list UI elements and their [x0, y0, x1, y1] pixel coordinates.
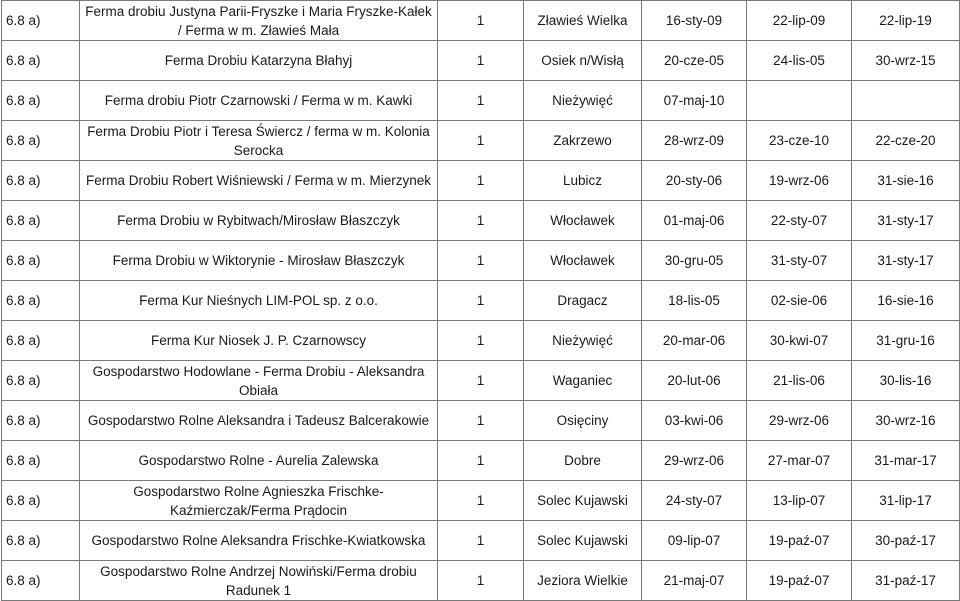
cell-name[interactable]: Ferma Drobiu Katarzyna Błahyj: [80, 41, 438, 81]
cell-date1[interactable]: 16-sty-09: [642, 1, 747, 41]
cell-place[interactable]: Nieżywięć: [524, 81, 642, 121]
cell-section[interactable]: 6.8 a): [2, 441, 80, 481]
cell-date2[interactable]: 22-lip-09: [747, 1, 852, 41]
cell-date2[interactable]: 19-paź-07: [747, 521, 852, 561]
cell-section[interactable]: 6.8 a): [2, 1, 80, 41]
cell-date3[interactable]: 30-wrz-15: [852, 41, 960, 81]
table-row: [2, 201, 960, 241]
table-row: [2, 161, 960, 201]
cell-section[interactable]: 6.8 a): [2, 321, 80, 361]
cell-count[interactable]: 1: [438, 521, 524, 561]
cell-count[interactable]: 1: [438, 481, 524, 521]
cell-place[interactable]: Dobre: [524, 441, 642, 481]
cell-section[interactable]: 6.8 a): [2, 281, 80, 321]
cell-date2[interactable]: 24-lis-05: [747, 41, 852, 81]
cell-name[interactable]: Ferma Drobiu Piotr i Teresa Świercz / ferma w m. Kolonia Serocka: [80, 121, 438, 161]
cell-date1[interactable]: 21-maj-07: [642, 561, 747, 601]
cell-section[interactable]: 6.8 a): [2, 41, 80, 81]
cell-date3[interactable]: [852, 81, 960, 121]
cell-count[interactable]: 1: [438, 281, 524, 321]
cell-count[interactable]: 1: [438, 1, 524, 41]
cell-date2[interactable]: 19-wrz-06: [747, 161, 852, 201]
cell-date2[interactable]: 02-sie-06: [747, 281, 852, 321]
cell-name[interactable]: Ferma Kur Niosek J. P. Czarnowscy: [80, 321, 438, 361]
cell-place[interactable]: Waganiec: [524, 361, 642, 401]
table-row: [2, 401, 960, 441]
table-row: [2, 481, 960, 521]
table-row: [2, 41, 960, 81]
cell-count[interactable]: 1: [438, 121, 524, 161]
cell-place[interactable]: Nieżywięć: [524, 321, 642, 361]
table-row: [2, 441, 960, 481]
cell-date2[interactable]: 13-lip-07: [747, 481, 852, 521]
cell-place[interactable]: Jeziora Wielkie: [524, 561, 642, 601]
cell-date1[interactable]: 07-maj-10: [642, 81, 747, 121]
cell-count[interactable]: 1: [438, 401, 524, 441]
cell-place[interactable]: Solec Kujawski: [524, 521, 642, 561]
cell-date2[interactable]: 29-wrz-06: [747, 401, 852, 441]
cell-name[interactable]: Gospodarstwo Rolne - Aurelia Zalewska: [80, 441, 438, 481]
cell-section[interactable]: 6.8 a): [2, 121, 80, 161]
table-row: [2, 361, 960, 401]
cell-section[interactable]: 6.8 a): [2, 561, 80, 601]
cell-date1[interactable]: 18-lis-05: [642, 281, 747, 321]
cell-date1[interactable]: 20-mar-06: [642, 321, 747, 361]
cell-place[interactable]: Solec Kujawski: [524, 481, 642, 521]
cell-date3[interactable]: 22-lip-19: [852, 1, 960, 41]
cell-name[interactable]: Gospodarstwo Rolne Andrzej Nowiński/Ferma drobiu Radunek 1: [80, 561, 438, 601]
cell-name[interactable]: Gospodarstwo Rolne Aleksandra Frischke-Kwiatkowska: [80, 521, 438, 561]
cell-place[interactable]: Włocławek: [524, 241, 642, 281]
table-row: [2, 281, 960, 321]
cell-date3[interactable]: 30-wrz-16: [852, 401, 960, 441]
table-row: [2, 321, 960, 361]
cell-name[interactable]: Ferma Drobiu w Wiktorynie - Mirosław Błaszczyk: [80, 241, 438, 281]
cell-date3[interactable]: 31-mar-17: [852, 441, 960, 481]
cell-count[interactable]: 1: [438, 321, 524, 361]
cell-date1[interactable]: 28-wrz-09: [642, 121, 747, 161]
cell-count[interactable]: 1: [438, 41, 524, 81]
cell-section[interactable]: 6.8 a): [2, 521, 80, 561]
cell-date3[interactable]: 30-paź-17: [852, 521, 960, 561]
cell-count[interactable]: 1: [438, 161, 524, 201]
cell-name[interactable]: Ferma drobiu Piotr Czarnowski / Ferma w m. Kawki: [80, 81, 438, 121]
cell-date2[interactable]: [747, 81, 852, 121]
cell-date1[interactable]: 30-gru-05: [642, 241, 747, 281]
cell-date2[interactable]: 27-mar-07: [747, 441, 852, 481]
cell-name[interactable]: Gospodarstwo Hodowlane - Ferma Drobiu - Aleksandra Obiała: [80, 361, 438, 401]
cell-date1[interactable]: 03-kwi-06: [642, 401, 747, 441]
cell-date1[interactable]: 20-cze-05: [642, 41, 747, 81]
cell-count[interactable]: 1: [438, 81, 524, 121]
cell-date3[interactable]: 31-gru-16: [852, 321, 960, 361]
cell-date3[interactable]: 31-paź-17: [852, 561, 960, 601]
cell-count[interactable]: 1: [438, 241, 524, 281]
cell-place[interactable]: Lubicz: [524, 161, 642, 201]
cell-date3[interactable]: 31-sty-17: [852, 201, 960, 241]
cell-date2[interactable]: 19-paź-07: [747, 561, 852, 601]
cell-date2[interactable]: 22-sty-07: [747, 201, 852, 241]
cell-date2[interactable]: 23-cze-10: [747, 121, 852, 161]
cell-count[interactable]: 1: [438, 201, 524, 241]
cell-section[interactable]: 6.8 a): [2, 481, 80, 521]
cell-date1[interactable]: 01-maj-06: [642, 201, 747, 241]
cell-date2[interactable]: 21-lis-06: [747, 361, 852, 401]
cell-date3[interactable]: 31-lip-17: [852, 481, 960, 521]
cell-name[interactable]: Ferma Drobiu w Rybitwach/Mirosław Błaszczyk: [80, 201, 438, 241]
cell-count[interactable]: 1: [438, 561, 524, 601]
cell-name[interactable]: Ferma drobiu Justyna Parii-Fryszke i Maria Fryszke-Kałek / Ferma w m. Zławieś Mała: [80, 1, 438, 41]
table-row: [2, 561, 960, 601]
cell-place[interactable]: Włocławek: [524, 201, 642, 241]
cell-count[interactable]: 1: [438, 361, 524, 401]
cell-date1[interactable]: 29-wrz-06: [642, 441, 747, 481]
cell-section[interactable]: 6.8 a): [2, 161, 80, 201]
table-body: [2, 1, 960, 601]
cell-section[interactable]: 6.8 a): [2, 361, 80, 401]
cell-date3[interactable]: 31-sty-17: [852, 241, 960, 281]
cell-name[interactable]: Ferma Drobiu Robert Wiśniewski / Ferma w m. Mierzynek: [80, 161, 438, 201]
cell-section[interactable]: 6.8 a): [2, 81, 80, 121]
cell-name[interactable]: Ferma Kur Nieśnych LIM-POL sp. z o.o.: [80, 281, 438, 321]
table-row: [2, 1, 960, 41]
cell-place[interactable]: Zakrzewo: [524, 121, 642, 161]
table-row: [2, 241, 960, 281]
cell-section[interactable]: 6.8 a): [2, 241, 80, 281]
cell-date3[interactable]: 30-lis-16: [852, 361, 960, 401]
table-row: [2, 121, 960, 161]
cell-place[interactable]: Osiek n/Wisłą: [524, 41, 642, 81]
cell-section[interactable]: 6.8 a): [2, 201, 80, 241]
cell-place[interactable]: Dragacz: [524, 281, 642, 321]
cell-date3[interactable]: 22-cze-20: [852, 121, 960, 161]
cell-date1[interactable]: 20-sty-06: [642, 161, 747, 201]
table-row: [2, 521, 960, 561]
cell-date3[interactable]: 31-sie-16: [852, 161, 960, 201]
cell-count[interactable]: 1: [438, 441, 524, 481]
table-row: [2, 81, 960, 121]
cell-place[interactable]: Zławieś Wielka: [524, 1, 642, 41]
cell-name[interactable]: Gospodarstwo Rolne Agnieszka Frischke-Kaźmierczak/Ferma Prądocin: [80, 481, 438, 521]
cell-date1[interactable]: 20-lut-06: [642, 361, 747, 401]
cell-place[interactable]: Osięciny: [524, 401, 642, 441]
cell-section[interactable]: 6.8 a): [2, 401, 80, 441]
cell-date1[interactable]: 24-sty-07: [642, 481, 747, 521]
cell-name[interactable]: Gospodarstwo Rolne Aleksandra i Tadeusz Balcerakowie: [80, 401, 438, 441]
farm-permits-table: [1, 0, 960, 601]
cell-date2[interactable]: 31-sty-07: [747, 241, 852, 281]
cell-date3[interactable]: 16-sie-16: [852, 281, 960, 321]
cell-date2[interactable]: 30-kwi-07: [747, 321, 852, 361]
cell-date1[interactable]: 09-lip-07: [642, 521, 747, 561]
